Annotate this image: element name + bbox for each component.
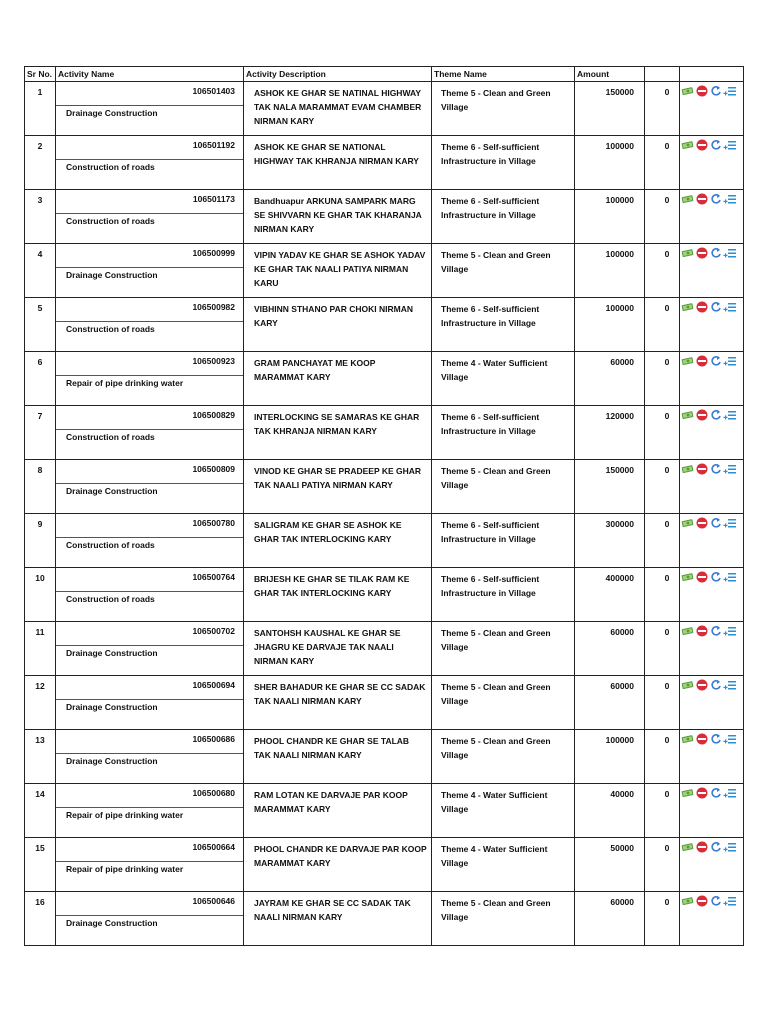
remove-icon[interactable] <box>695 895 709 907</box>
row-actions <box>680 622 744 676</box>
header-theme-name: Theme Name <box>432 67 575 82</box>
refresh-icon[interactable] <box>709 193 723 205</box>
row-activity-cell <box>56 82 244 136</box>
row-srno: 7 <box>25 406 56 460</box>
refresh-icon[interactable] <box>709 571 723 583</box>
theme-name: Theme 5 - Clean and Green Village <box>432 460 575 514</box>
row-srno: 9 <box>25 514 56 568</box>
activity-code: 106500694 <box>192 680 235 690</box>
refresh-icon[interactable] <box>709 409 723 421</box>
table-row <box>25 892 744 946</box>
row-srno: 10 <box>25 568 56 622</box>
money-icon[interactable] <box>681 679 695 691</box>
row-actions <box>680 298 744 352</box>
activity-description: VIPIN YADAV KE GHAR SE ASHOK YADAV KE GHAR TAK NAALI PATIYA NIRMAN KARU <box>244 244 432 298</box>
table-row <box>25 568 744 622</box>
row-activity-cell <box>56 514 244 568</box>
money-icon[interactable] <box>681 625 695 637</box>
amount-value: 150000 <box>575 82 645 136</box>
amount-value: 100000 <box>575 298 645 352</box>
remove-icon[interactable] <box>695 355 709 367</box>
count-value: 0 <box>645 838 680 892</box>
activity-code: 106500686 <box>192 734 235 744</box>
amount-value: 60000 <box>575 352 645 406</box>
row-activity-cell <box>56 568 244 622</box>
table-row <box>25 460 744 514</box>
row-srno: 16 <box>25 892 56 946</box>
remove-icon[interactable] <box>695 409 709 421</box>
row-actions <box>680 352 744 406</box>
count-value: 0 <box>645 730 680 784</box>
activity-name: Repair of pipe drinking water <box>66 378 184 388</box>
table-row <box>25 514 744 568</box>
activity-code: 106500646 <box>192 896 235 906</box>
row-actions <box>680 784 744 838</box>
refresh-icon[interactable] <box>709 247 723 259</box>
list-add-icon[interactable] <box>723 841 737 853</box>
row-activity-cell <box>56 244 244 298</box>
activity-name: Construction of roads <box>66 216 155 226</box>
activity-name: Drainage Construction <box>66 108 158 118</box>
money-icon[interactable] <box>681 247 695 259</box>
table-row <box>25 82 744 136</box>
activity-name: Construction of roads <box>66 324 155 334</box>
refresh-icon[interactable] <box>709 625 723 637</box>
amount-value: 150000 <box>575 460 645 514</box>
list-add-icon[interactable] <box>723 301 737 313</box>
activity-code: 106500664 <box>192 842 235 852</box>
remove-icon[interactable] <box>695 301 709 313</box>
row-activity-cell <box>56 784 244 838</box>
remove-icon[interactable] <box>695 571 709 583</box>
table-row <box>25 784 744 838</box>
count-value: 0 <box>645 82 680 136</box>
activity-name: Construction of roads <box>66 594 155 604</box>
activity-code: 106501192 <box>192 140 235 150</box>
row-actions <box>680 82 744 136</box>
count-value: 0 <box>645 298 680 352</box>
row-actions <box>680 190 744 244</box>
activity-name: Repair of pipe drinking water <box>66 810 184 820</box>
list-add-icon[interactable] <box>723 463 737 475</box>
money-icon[interactable] <box>681 139 695 151</box>
refresh-icon[interactable] <box>709 139 723 151</box>
count-value: 0 <box>645 460 680 514</box>
refresh-icon[interactable] <box>709 517 723 529</box>
remove-icon[interactable] <box>695 247 709 259</box>
activity-description: BRIJESH KE GHAR SE TILAK RAM KE GHAR TAK INTERLOCKING KARY <box>244 568 432 622</box>
activity-code: 106500780 <box>192 518 235 528</box>
header-amount: Amount <box>575 67 645 82</box>
count-value: 0 <box>645 568 680 622</box>
table-row <box>25 730 744 784</box>
row-activity-cell <box>56 136 244 190</box>
money-icon[interactable] <box>681 517 695 529</box>
activity-description: GRAM PANCHAYAT ME KOOP MARAMMAT KARY <box>244 352 432 406</box>
amount-value: 100000 <box>575 136 645 190</box>
activity-description: RAM LOTAN KE DARVAJE PAR KOOP MARAMMAT KARY <box>244 784 432 838</box>
activity-description: VINOD KE GHAR SE PRADEEP KE GHAR TAK NAALI PATIYA NIRMAN KARY <box>244 460 432 514</box>
activity-name: Repair of pipe drinking water <box>66 864 184 874</box>
activity-code: 106501403 <box>192 86 235 96</box>
theme-name: Theme 6 - Self-sufficient Infrastructure in Village <box>432 514 575 568</box>
theme-name: Theme 5 - Clean and Green Village <box>432 82 575 136</box>
refresh-icon[interactable] <box>709 463 723 475</box>
count-value: 0 <box>645 190 680 244</box>
row-activity-cell <box>56 406 244 460</box>
row-actions <box>680 730 744 784</box>
table-row <box>25 838 744 892</box>
table-body <box>25 82 744 946</box>
activity-code: 106500702 <box>192 626 235 636</box>
count-value: 0 <box>645 136 680 190</box>
amount-value: 400000 <box>575 568 645 622</box>
row-actions <box>680 406 744 460</box>
table-header-row <box>25 67 744 82</box>
activity-description: Bandhuapur ARKUNA SAMPARK MARG SE SHIVVARN KE GHAR TAK KHARANJA NIRMAN KARY <box>244 190 432 244</box>
activity-name: Construction of roads <box>66 432 155 442</box>
remove-icon[interactable] <box>695 85 709 97</box>
row-srno: 5 <box>25 298 56 352</box>
row-actions <box>680 136 744 190</box>
refresh-icon[interactable] <box>709 679 723 691</box>
money-icon[interactable] <box>681 409 695 421</box>
activity-name: Drainage Construction <box>66 648 158 658</box>
activity-table-container <box>24 66 743 946</box>
remove-icon[interactable] <box>695 787 709 799</box>
money-icon[interactable] <box>681 895 695 907</box>
remove-icon[interactable] <box>695 625 709 637</box>
table-row <box>25 136 744 190</box>
refresh-icon[interactable] <box>709 787 723 799</box>
amount-value: 60000 <box>575 892 645 946</box>
remove-icon[interactable] <box>695 463 709 475</box>
remove-icon[interactable] <box>695 841 709 853</box>
activity-code: 106500809 <box>192 464 235 474</box>
money-icon[interactable] <box>681 571 695 583</box>
row-actions <box>680 568 744 622</box>
row-actions <box>680 460 744 514</box>
row-srno: 1 <box>25 82 56 136</box>
count-value: 0 <box>645 676 680 730</box>
remove-icon[interactable] <box>695 679 709 691</box>
row-activity-cell <box>56 622 244 676</box>
activity-description: PHOOL CHANDR KE DARVAJE PAR KOOP MARAMMAT KARY <box>244 838 432 892</box>
theme-name: Theme 4 - Water Sufficient Village <box>432 838 575 892</box>
activity-name: Construction of roads <box>66 162 155 172</box>
header-activity-name: Activity Name <box>56 67 244 82</box>
amount-value: 40000 <box>575 784 645 838</box>
activity-name: Drainage Construction <box>66 270 158 280</box>
activity-code: 106500829 <box>192 410 235 420</box>
list-add-icon[interactable] <box>723 517 737 529</box>
refresh-icon[interactable] <box>709 355 723 367</box>
row-srno: 13 <box>25 730 56 784</box>
table-row <box>25 244 744 298</box>
row-activity-cell <box>56 298 244 352</box>
row-srno: 12 <box>25 676 56 730</box>
row-srno: 6 <box>25 352 56 406</box>
row-activity-cell <box>56 838 244 892</box>
row-actions <box>680 838 744 892</box>
table-row <box>25 622 744 676</box>
theme-name: Theme 6 - Self-sufficient Infrastructure in Village <box>432 406 575 460</box>
amount-value: 100000 <box>575 244 645 298</box>
remove-icon[interactable] <box>695 517 709 529</box>
activity-code: 106500999 <box>192 248 235 258</box>
table-row <box>25 676 744 730</box>
refresh-icon[interactable] <box>709 85 723 97</box>
activity-description: ASHOK KE GHAR SE NATINAL HIGHWAY TAK NALA MARAMMAT EVAM CHAMBER NIRMAN KARY <box>244 82 432 136</box>
activity-description: VIBHINN STHANO PAR CHOKI NIRMAN KARY <box>244 298 432 352</box>
money-icon[interactable] <box>681 787 695 799</box>
count-value: 0 <box>645 244 680 298</box>
row-srno: 4 <box>25 244 56 298</box>
row-srno: 3 <box>25 190 56 244</box>
activity-description: PHOOL CHANDR KE GHAR SE TALAB TAK NAALI NIRMAN KARY <box>244 730 432 784</box>
row-activity-cell <box>56 730 244 784</box>
list-add-icon[interactable] <box>723 193 737 205</box>
count-value: 0 <box>645 784 680 838</box>
activity-code: 106500923 <box>192 356 235 366</box>
count-value: 0 <box>645 622 680 676</box>
list-add-icon[interactable] <box>723 355 737 367</box>
theme-name: Theme 5 - Clean and Green Village <box>432 244 575 298</box>
money-icon[interactable] <box>681 85 695 97</box>
table-row <box>25 352 744 406</box>
amount-value: 100000 <box>575 730 645 784</box>
theme-name: Theme 6 - Self-sufficient Infrastructure in Village <box>432 190 575 244</box>
count-value: 0 <box>645 514 680 568</box>
amount-value: 50000 <box>575 838 645 892</box>
table-row <box>25 406 744 460</box>
money-icon[interactable] <box>681 733 695 745</box>
money-icon[interactable] <box>681 301 695 313</box>
activity-name: Drainage Construction <box>66 486 158 496</box>
refresh-icon[interactable] <box>709 301 723 313</box>
activity-description: SANTOHSH KAUSHAL KE GHAR SE JHAGRU KE DARVAJE TAK NAALI NIRMAN KARY <box>244 622 432 676</box>
list-add-icon[interactable] <box>723 247 737 259</box>
activity-description: JAYRAM KE GHAR SE CC SADAK TAK NAALI NIRMAN KARY <box>244 892 432 946</box>
count-value: 0 <box>645 892 680 946</box>
row-actions <box>680 892 744 946</box>
list-add-icon[interactable] <box>723 733 737 745</box>
row-srno: 14 <box>25 784 56 838</box>
theme-name: Theme 6 - Self-sufficient Infrastructure in Village <box>432 568 575 622</box>
refresh-icon[interactable] <box>709 733 723 745</box>
activity-description: SALIGRAM KE GHAR SE ASHOK KE GHAR TAK INTERLOCKING KARY <box>244 514 432 568</box>
theme-name: Theme 5 - Clean and Green Village <box>432 892 575 946</box>
activity-code: 106501173 <box>192 194 235 204</box>
amount-value: 60000 <box>575 622 645 676</box>
money-icon[interactable] <box>681 463 695 475</box>
list-add-icon[interactable] <box>723 625 737 637</box>
theme-name: Theme 5 - Clean and Green Village <box>432 622 575 676</box>
row-activity-cell <box>56 190 244 244</box>
money-icon[interactable] <box>681 841 695 853</box>
remove-icon[interactable] <box>695 139 709 151</box>
activity-name: Drainage Construction <box>66 918 158 928</box>
row-activity-cell <box>56 352 244 406</box>
amount-value: 300000 <box>575 514 645 568</box>
refresh-icon[interactable] <box>709 841 723 853</box>
row-srno: 8 <box>25 460 56 514</box>
activity-name: Drainage Construction <box>66 702 158 712</box>
count-value: 0 <box>645 352 680 406</box>
activity-description: INTERLOCKING SE SAMARAS KE GHAR TAK KHRANJA NIRMAN KARY <box>244 406 432 460</box>
table-row <box>25 298 744 352</box>
money-icon[interactable] <box>681 355 695 367</box>
header-blank-2 <box>680 67 744 82</box>
list-add-icon[interactable] <box>723 679 737 691</box>
row-activity-cell <box>56 892 244 946</box>
theme-name: Theme 5 - Clean and Green Village <box>432 730 575 784</box>
activity-description: SHER BAHADUR KE GHAR SE CC SADAK TAK NAALI NIRMAN KARY <box>244 676 432 730</box>
list-add-icon[interactable] <box>723 571 737 583</box>
theme-name: Theme 5 - Clean and Green Village <box>432 676 575 730</box>
list-add-icon[interactable] <box>723 787 737 799</box>
count-value: 0 <box>645 406 680 460</box>
remove-icon[interactable] <box>695 733 709 745</box>
list-add-icon[interactable] <box>723 895 737 907</box>
activity-code: 106500680 <box>192 788 235 798</box>
row-activity-cell <box>56 460 244 514</box>
row-srno: 15 <box>25 838 56 892</box>
row-actions <box>680 676 744 730</box>
activity-code: 106500764 <box>192 572 235 582</box>
header-blank-1 <box>645 67 680 82</box>
list-add-icon[interactable] <box>723 409 737 421</box>
refresh-icon[interactable] <box>709 895 723 907</box>
row-activity-cell <box>56 676 244 730</box>
money-icon[interactable] <box>681 193 695 205</box>
list-add-icon[interactable] <box>723 139 737 151</box>
amount-value: 100000 <box>575 190 645 244</box>
amount-value: 120000 <box>575 406 645 460</box>
row-actions <box>680 514 744 568</box>
activity-table <box>24 66 744 946</box>
theme-name: Theme 4 - Water Sufficient Village <box>432 352 575 406</box>
amount-value: 60000 <box>575 676 645 730</box>
remove-icon[interactable] <box>695 193 709 205</box>
header-activity-description: Activity Description <box>244 67 432 82</box>
activity-name: Drainage Construction <box>66 756 158 766</box>
row-srno: 11 <box>25 622 56 676</box>
theme-name: Theme 6 - Self-sufficient Infrastructure in Village <box>432 298 575 352</box>
activity-code: 106500982 <box>192 302 235 312</box>
row-actions <box>680 244 744 298</box>
activity-name: Construction of roads <box>66 540 155 550</box>
activity-description: ASHOK KE GHAR SE NATIONAL HIGHWAY TAK KHRANJA NIRMAN KARY <box>244 136 432 190</box>
row-srno: 2 <box>25 136 56 190</box>
header-srno: Sr No. <box>25 67 56 82</box>
list-add-icon[interactable] <box>723 85 737 97</box>
table-row <box>25 190 744 244</box>
theme-name: Theme 4 - Water Sufficient Village <box>432 784 575 838</box>
theme-name: Theme 6 - Self-sufficient Infrastructure in Village <box>432 136 575 190</box>
